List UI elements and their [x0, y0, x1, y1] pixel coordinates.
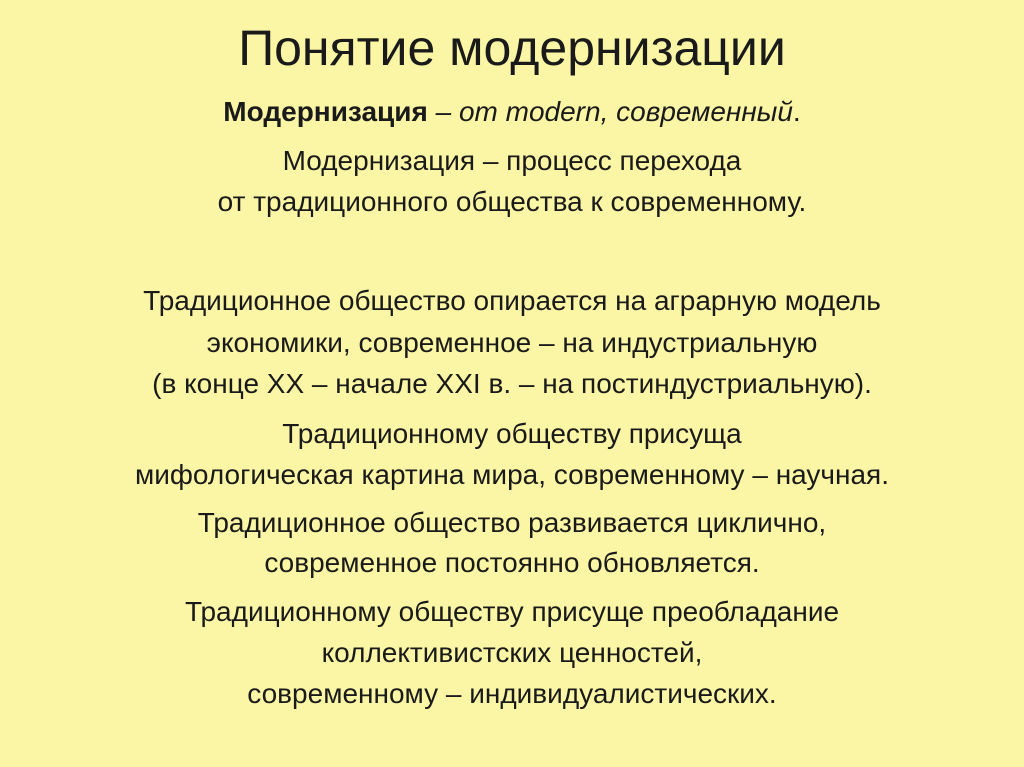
development-line-2: современное постоянно обновляется. [264, 547, 760, 578]
definition-end: . [792, 96, 801, 127]
process-line-1: Модернизация – процесс перехода [282, 145, 742, 176]
economy-line-3: (в конце XX – начале XXI в. – на постиндустриальную). [152, 368, 872, 399]
economy-line-2: экономики, современное – на индустриальную [206, 327, 818, 358]
worldview-line-1: Традиционному обществу присуща [282, 418, 742, 449]
values-line-2: коллективистских ценностей, [321, 637, 703, 668]
worldview-line-2: мифологическая картина мира, современному – научная. [135, 459, 889, 490]
slide-title: Понятие модернизации [238, 20, 786, 76]
definition-line [0, 94, 1024, 130]
definition-term: Модернизация [223, 96, 428, 127]
definition-rest: – от modern, современный [427, 96, 793, 127]
values-line-1: Традиционному обществу присуще преобладание [184, 596, 840, 627]
values-line-3: современному – индивидуалистических. [247, 678, 777, 709]
development-line-1: Традиционное общество развивается циклично, [197, 507, 827, 538]
process-line-2: от традиционного общества к современному. [217, 186, 807, 217]
economy-line-1: Традиционное общество опирается на аграрную модель [143, 285, 881, 316]
